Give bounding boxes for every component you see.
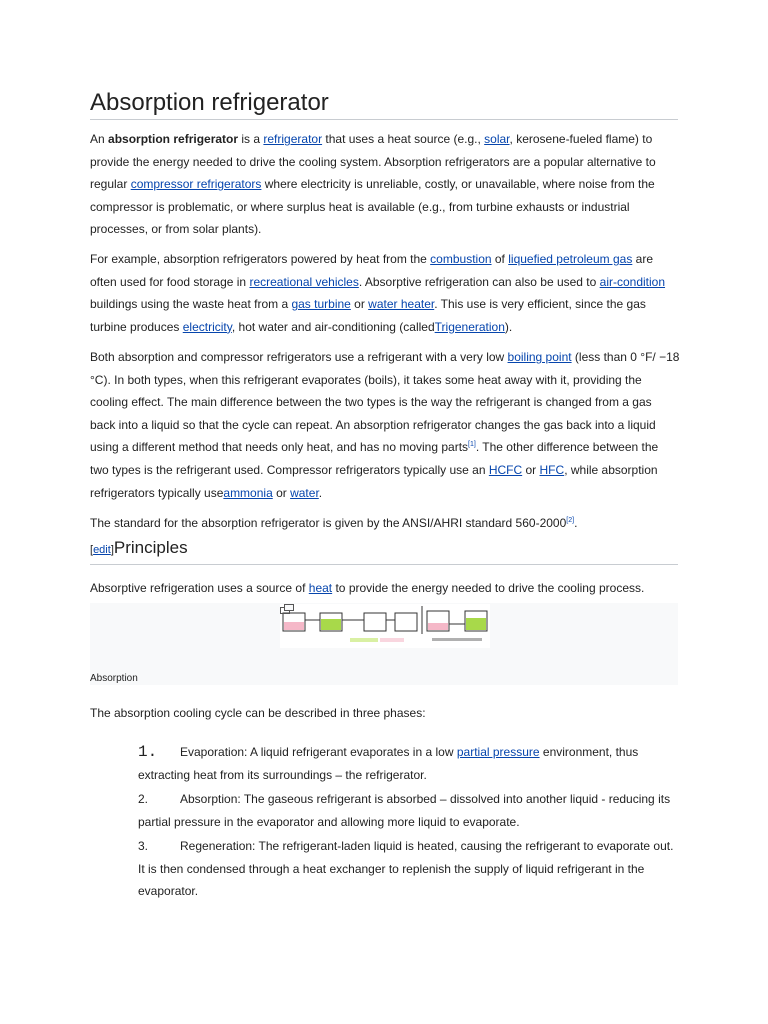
legend-green — [350, 638, 378, 642]
link-trigeneration[interactable]: Trigeneration — [434, 319, 505, 334]
link-compressor-refrigerators[interactable]: compressor refrigerators — [130, 177, 262, 192]
text: Absorption: The gaseous refrigerant is absorbed – dissolved into another liquid - reducing its partial pressure in the evaporator and allowing more liquid to evaporate. — [138, 792, 671, 829]
page-title: Absorption refrigerator — [90, 86, 678, 120]
list-item — [138, 788, 678, 833]
standard-paragraph — [90, 512, 680, 535]
phases-intro: The absorption cooling cycle can be described in three phases: — [90, 706, 426, 720]
reference-1[interactable]: [1] — [468, 441, 476, 449]
text: environment, thus extracting heat from its surroundings – the refrigerator. — [138, 745, 639, 782]
legend-pink — [380, 638, 404, 642]
bracket: [ — [90, 544, 94, 556]
link-solar[interactable]: solar — [484, 132, 510, 146]
text: . — [318, 485, 323, 500]
text: or — [350, 297, 369, 312]
enlarge-icon[interactable] — [280, 604, 294, 614]
link-combustion[interactable]: combustion — [430, 252, 492, 266]
text: An — [90, 132, 109, 146]
example-paragraph — [90, 248, 680, 338]
link-hcfc[interactable]: HCFC — [488, 462, 523, 477]
tank-liquid-green — [466, 618, 486, 630]
link-water[interactable]: water — [290, 485, 319, 500]
link-electricity[interactable]: electricity — [182, 319, 232, 334]
list-item — [138, 741, 678, 786]
link-boiling-point[interactable]: boiling point — [507, 350, 572, 364]
section-title: Principles — [113, 538, 188, 557]
link-partial-pressure[interactable]: partial pressure — [456, 745, 540, 759]
text: buildings using the waste heat from a — [90, 297, 292, 312]
tank-liquid-green — [321, 619, 341, 630]
text: of — [491, 252, 509, 266]
list-number: 1. — [138, 743, 158, 761]
link-heat[interactable]: heat — [308, 581, 333, 595]
list-item — [138, 835, 678, 903]
link-recreational-vehicles[interactable]: recreational vehicles — [249, 274, 359, 289]
text: that uses a heat source (e.g., — [322, 132, 485, 146]
comparison-paragraph — [90, 346, 680, 504]
bracket: ] — [110, 544, 114, 556]
text: . The other difference between the two types is the refrigerant used. Compressor refrigerators typically use an — [90, 440, 659, 477]
absorption-diagram[interactable] — [280, 604, 490, 648]
section-heading-principles — [90, 538, 678, 565]
text: is a — [238, 132, 264, 146]
link-refrigerator[interactable]: refrigerator — [263, 132, 323, 146]
text: , kerosene-fueled flame) to provide the energy needed to drive the cooling system. Absorption refrigerators are a popular alternative to regular — [90, 132, 656, 192]
link-ammonia[interactable]: ammonia — [223, 485, 273, 500]
link-water-heater[interactable]: water heater — [368, 297, 435, 312]
tank-liquid-pink — [428, 623, 448, 630]
text: ). — [504, 319, 513, 334]
text: or — [272, 485, 291, 500]
bold-term: absorption refrigerator — [108, 132, 239, 146]
tank-liquid-pink — [284, 622, 304, 630]
text: , hot water and air-conditioning (called — [231, 319, 435, 334]
text: Regeneration: The refrigerant-laden liquid is heated, causing the refrigerant to evaporate out. It is then condensed through a heat exchanger to replenish the supply of liquid refrigerant in the evaporator. — [138, 839, 674, 899]
text: . — [574, 516, 578, 530]
text: or — [522, 462, 540, 477]
legend-gray — [432, 638, 482, 641]
text: The standard for the absorption refrigerator is given by the ANSI/AHRI standard 560-2000 — [90, 516, 567, 530]
absorption-figure — [90, 603, 678, 685]
link-liquefied-petroleum-gas[interactable]: liquefied petroleum gas — [508, 252, 633, 266]
text: where electricity is unreliable, costly, or unavailable, where noise from the compressor is problematic, or where surplus heat is available (e.g., from turbine exhausts or industrial processes, or from solar plants). — [90, 177, 655, 237]
text: , while absorption refrigerators typically use — [90, 462, 658, 500]
link-hfc[interactable]: HFC — [539, 462, 565, 477]
text: Both absorption and compressor refrigerators use a refrigerant with a very low — [90, 350, 508, 364]
text: For example, absorption refrigerators powered by heat from the — [90, 252, 431, 266]
link-gas-turbine[interactable]: gas turbine — [291, 297, 351, 312]
principles-paragraph — [90, 577, 680, 600]
text: are often used for food storage in — [90, 252, 653, 289]
list-number: 2. — [138, 792, 149, 806]
text: . This use is very efficient, since the gas turbine produces — [90, 297, 646, 334]
list-number: 3. — [138, 839, 149, 853]
reference-2[interactable]: [2] — [566, 517, 575, 524]
intro-paragraph — [90, 128, 680, 241]
figure-caption: Absorption — [90, 673, 138, 684]
edit-section — [90, 544, 114, 556]
text: to provide the energy needed to drive the cooling process. — [332, 581, 645, 595]
text: Evaporation: A liquid refrigerant evaporates in a low — [180, 745, 457, 759]
link-air-condition[interactable]: air-condition — [599, 274, 666, 289]
text: . Absorptive refrigeration can also be used to — [358, 274, 600, 289]
edit-link[interactable]: edit — [93, 544, 111, 556]
text: Absorptive refrigeration uses a source of — [90, 581, 309, 595]
text: (less than 0 °F/ −18 °C). In both types, when this refrigerant evaporates (boils), it takes some heat away with it, providing the cooling effect. The main difference between the two types is the way the refrigerant is changed from a gas back into a liquid so that the cycle can repeat. An absorption refrigerator changes the gas back into a liquid using a different method that needs only heat, and has no moving parts — [90, 350, 680, 455]
